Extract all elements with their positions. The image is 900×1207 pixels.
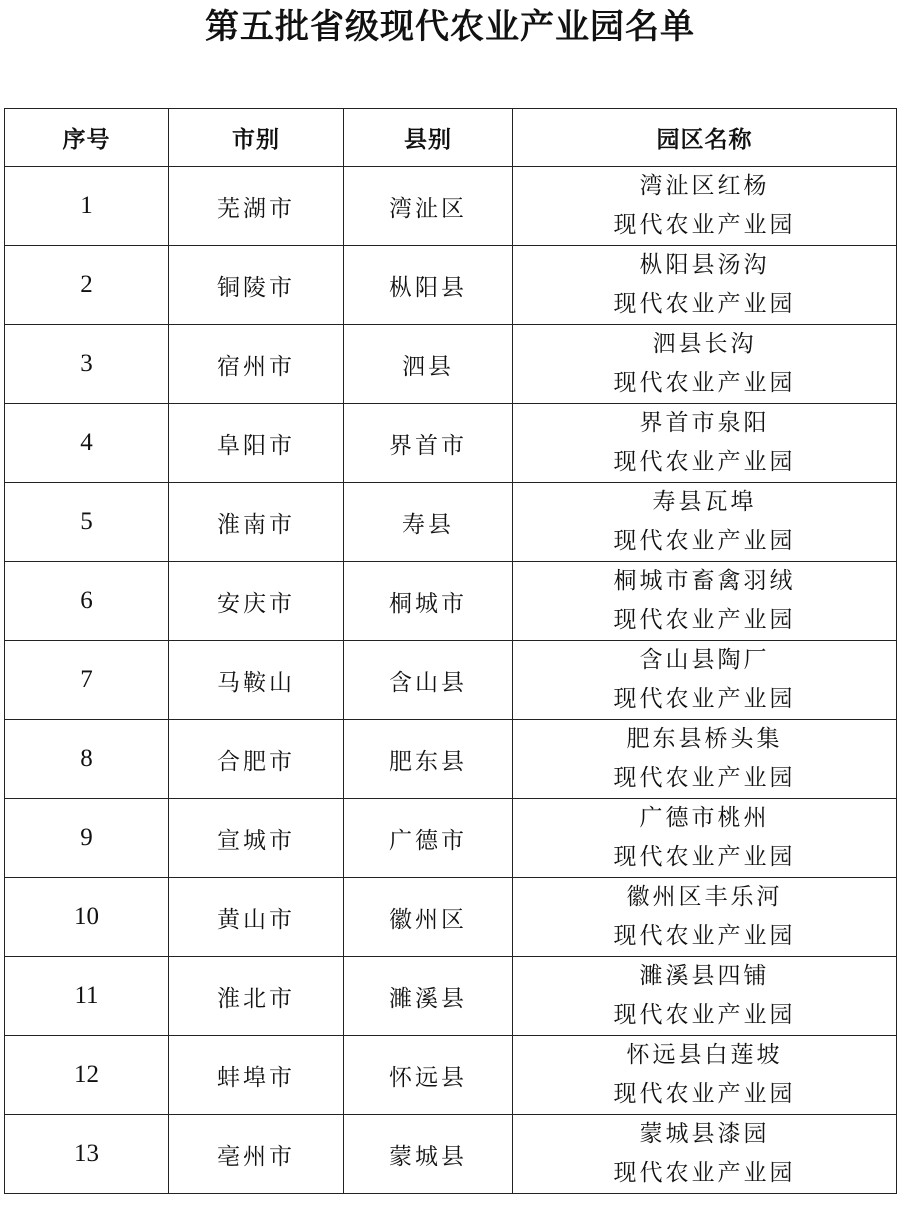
county-cell: 肥东县 [344, 720, 513, 799]
city-cell: 宣城市 [169, 799, 344, 878]
park-name-line-1: 泗县长沟 [652, 331, 757, 357]
city-cell: 黄山市 [169, 878, 344, 957]
serial-number-cell: 1 [5, 167, 169, 246]
table-row [5, 720, 897, 799]
park-name-line-2: 现代农业产业园 [613, 370, 796, 396]
park-name-cell [513, 1036, 897, 1115]
county-cell: 湾沚区 [344, 167, 513, 246]
park-name-cell [513, 641, 897, 720]
table-row [5, 483, 897, 562]
park-name-line-2: 现代农业产业园 [613, 607, 796, 633]
county-cell: 界首市 [344, 404, 513, 483]
table-row [5, 878, 897, 957]
park-name-line-1: 濉溪县四铺 [639, 963, 770, 989]
park-name-line-2: 现代农业产业园 [613, 449, 796, 475]
table-row [5, 641, 897, 720]
park-name-line-1: 含山县陶厂 [639, 647, 770, 673]
park-name-cell [513, 167, 897, 246]
park-name-line-2: 现代农业产业园 [613, 686, 796, 712]
park-name-cell [513, 720, 897, 799]
table-header-row [5, 109, 897, 167]
county-cell: 广德市 [344, 799, 513, 878]
park-name-line-1: 广德市桃州 [639, 805, 770, 831]
park-name-cell [513, 325, 897, 404]
park-name-cell [513, 483, 897, 562]
park-name-line-1: 枞阳县汤沟 [639, 252, 770, 278]
park-name-line-1: 蒙城县漆园 [639, 1121, 770, 1147]
table-row [5, 957, 897, 1036]
park-name-line-2: 现代农业产业园 [613, 765, 796, 791]
serial-number-cell: 12 [5, 1036, 169, 1115]
table-row [5, 325, 897, 404]
park-name-line-1: 寿县瓦埠 [652, 489, 757, 515]
table-row [5, 562, 897, 641]
serial-number-cell: 7 [5, 641, 169, 720]
park-name-line-2: 现代农业产业园 [613, 212, 796, 238]
serial-number-cell: 5 [5, 483, 169, 562]
park-name-line-1: 怀远县白莲坡 [626, 1042, 783, 1068]
header-city: 市别 [169, 109, 344, 167]
city-cell: 亳州市 [169, 1115, 344, 1194]
park-name-line-2: 现代农业产业园 [613, 1081, 796, 1107]
table-body [5, 167, 897, 1194]
park-name-line-2: 现代农业产业园 [613, 923, 796, 949]
county-cell: 怀远县 [344, 1036, 513, 1115]
park-name-line-1: 界首市泉阳 [639, 410, 770, 436]
serial-number-cell: 4 [5, 404, 169, 483]
table-row [5, 404, 897, 483]
city-cell: 铜陵市 [169, 246, 344, 325]
table-row [5, 799, 897, 878]
city-cell: 阜阳市 [169, 404, 344, 483]
park-name-cell [513, 404, 897, 483]
table-row [5, 1115, 897, 1194]
park-list-table [4, 108, 897, 1194]
serial-number-cell: 2 [5, 246, 169, 325]
county-cell: 枞阳县 [344, 246, 513, 325]
county-cell: 寿县 [344, 483, 513, 562]
park-name-cell [513, 799, 897, 878]
city-cell: 蚌埠市 [169, 1036, 344, 1115]
table-row [5, 1036, 897, 1115]
park-name-line-2: 现代农业产业园 [613, 844, 796, 870]
serial-number-cell: 3 [5, 325, 169, 404]
county-cell: 泗县 [344, 325, 513, 404]
park-name-line-2: 现代农业产业园 [613, 291, 796, 317]
serial-number-cell: 11 [5, 957, 169, 1036]
city-cell: 淮北市 [169, 957, 344, 1036]
city-cell: 淮南市 [169, 483, 344, 562]
park-name-line-1: 徽州区丰乐河 [626, 884, 783, 910]
park-name-cell [513, 957, 897, 1036]
park-name-cell [513, 1115, 897, 1194]
serial-number-cell: 8 [5, 720, 169, 799]
park-name-cell [513, 246, 897, 325]
serial-number-cell: 9 [5, 799, 169, 878]
park-name-line-2: 现代农业产业园 [613, 1160, 796, 1186]
header-park-name: 园区名称 [513, 109, 897, 167]
park-name-line-1: 湾沚区红杨 [639, 173, 770, 199]
park-name-cell [513, 878, 897, 957]
city-cell: 马鞍山 [169, 641, 344, 720]
county-cell: 蒙城县 [344, 1115, 513, 1194]
serial-number-cell: 6 [5, 562, 169, 641]
serial-number-cell: 10 [5, 878, 169, 957]
park-name-line-2: 现代农业产业园 [613, 1002, 796, 1028]
park-name-cell [513, 562, 897, 641]
county-cell: 徽州区 [344, 878, 513, 957]
header-serial-number: 序号 [5, 109, 169, 167]
county-cell: 含山县 [344, 641, 513, 720]
table-row [5, 246, 897, 325]
city-cell: 合肥市 [169, 720, 344, 799]
park-name-line-1: 肥东县桥头集 [626, 726, 783, 752]
document-title: 第五批省级现代农业产业园名单 [205, 7, 695, 47]
park-name-line-2: 现代农业产业园 [613, 528, 796, 554]
county-cell: 桐城市 [344, 562, 513, 641]
header-county: 县别 [344, 109, 513, 167]
county-cell: 濉溪县 [344, 957, 513, 1036]
city-cell: 安庆市 [169, 562, 344, 641]
city-cell: 宿州市 [169, 325, 344, 404]
table-row [5, 167, 897, 246]
city-cell: 芜湖市 [169, 167, 344, 246]
park-name-line-1: 桐城市畜禽羽绒 [613, 568, 796, 594]
serial-number-cell: 13 [5, 1115, 169, 1194]
